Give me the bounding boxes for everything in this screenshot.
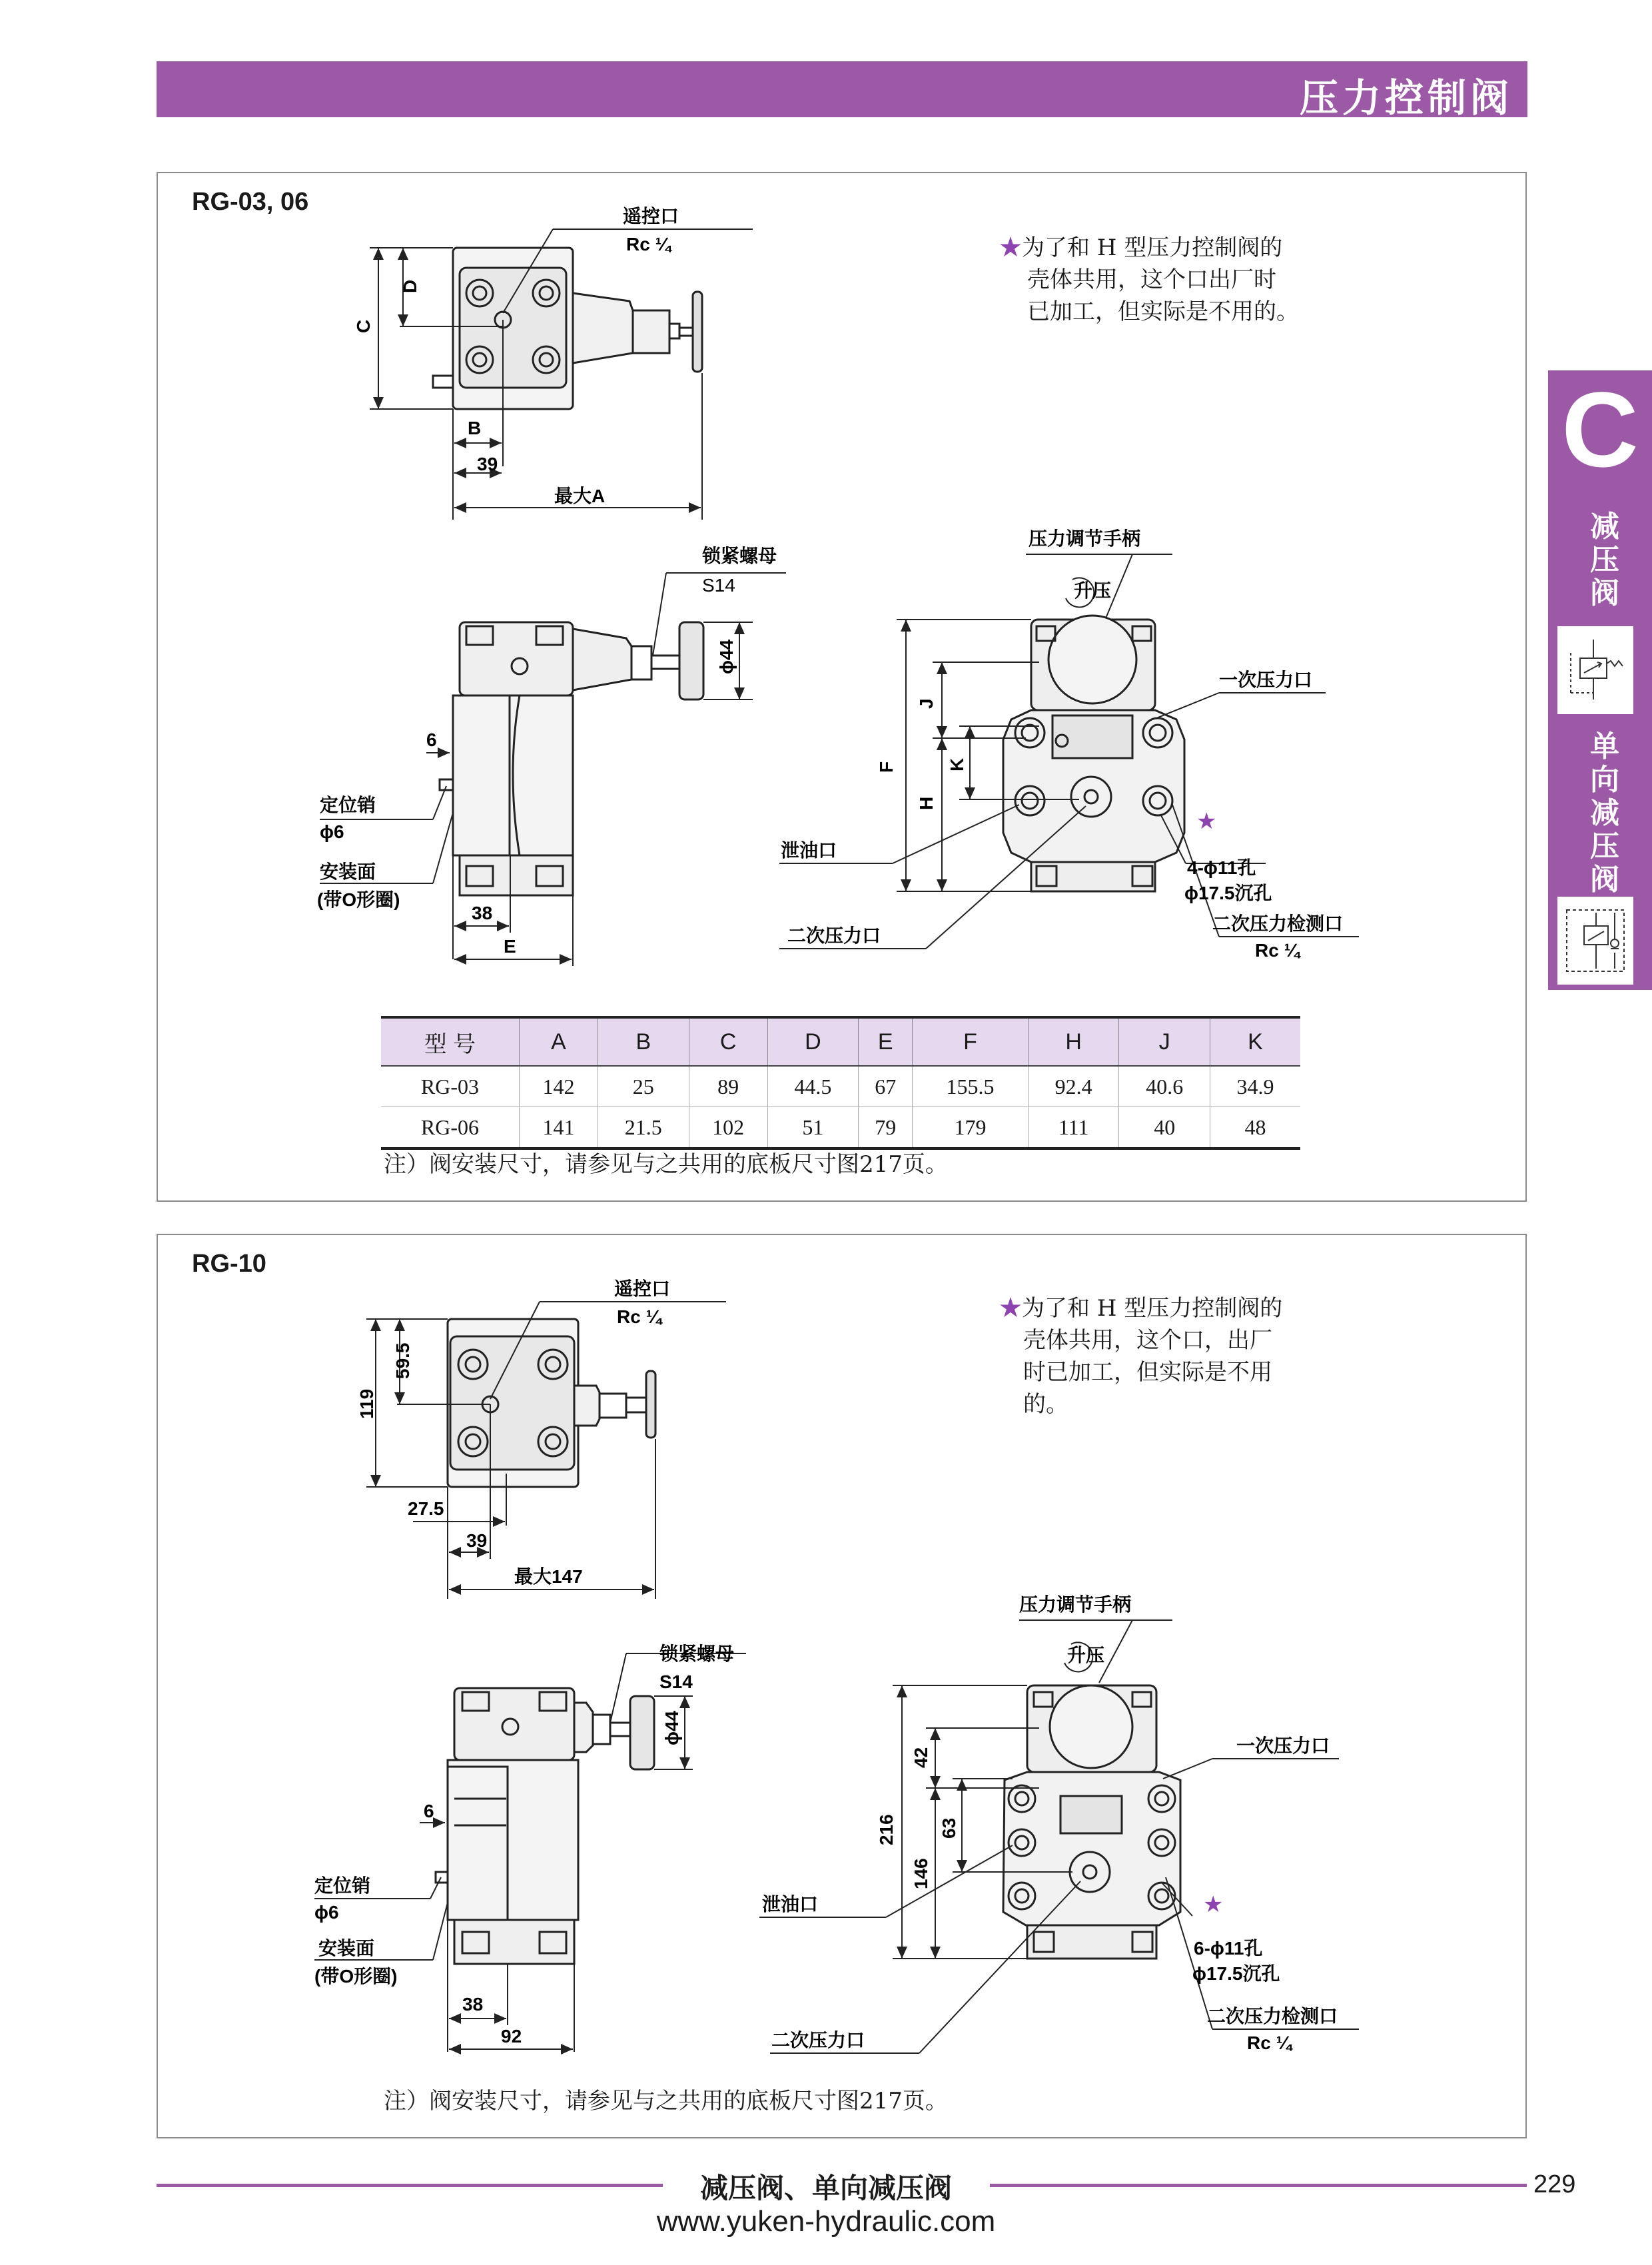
top-view-2	[448, 1319, 655, 1487]
gauge-port-size-2: Rc ¼	[1247, 2033, 1292, 2053]
table-cell: 67	[859, 1066, 913, 1107]
section-letter: C	[1561, 370, 1639, 489]
col-header-a: A	[519, 1017, 598, 1066]
dim-f-label: F	[876, 761, 897, 773]
table-cell: 44.5	[767, 1066, 859, 1107]
gauge-port-label: 二次压力检测口	[1212, 913, 1344, 934]
star-marker: ★	[1196, 809, 1217, 834]
table-cell: 21.5	[598, 1107, 689, 1149]
footer-title: 减压阀、单向减压阀	[699, 2172, 952, 2204]
table-cell: 111	[1028, 1107, 1119, 1149]
dia44-label-2: ϕ44	[661, 1710, 682, 1745]
footer-rule-left	[157, 2184, 663, 2187]
note-line-1: 为了和 H 型压力控制阀的	[1022, 234, 1283, 261]
dim-39-label: 39	[477, 454, 498, 474]
table-cell: 92.4	[1028, 1066, 1119, 1107]
website-url[interactable]: www.yuken-hydraulic.com	[656, 2205, 996, 2238]
model-title-rg-10: RG-10	[192, 1250, 266, 1278]
pressure-up-label: 升压	[1074, 580, 1112, 601]
drain-port-label-2: 泄油口	[762, 1894, 819, 1915]
table-cell: 141	[519, 1107, 598, 1149]
pressure-up-label-2: 升压	[1067, 1645, 1105, 1665]
o-ring-label: (带O形圈)	[317, 889, 400, 910]
table-cell: 51	[767, 1107, 859, 1149]
dim-h-label: H	[916, 796, 937, 810]
note-line-3: 已加工，但实际是不用的。	[1027, 298, 1299, 325]
table-cell: 142	[519, 1066, 598, 1107]
col-header-d: D	[767, 1017, 859, 1066]
primary-port-label: 一次压力口	[1219, 670, 1313, 690]
gauge-port-label-2: 二次压力检测口	[1207, 2006, 1338, 2027]
col-header-j: J	[1119, 1017, 1210, 1066]
dim-b-label: B	[468, 418, 482, 438]
lock-nut-label-2: 锁紧螺母	[659, 1643, 735, 1664]
table-cell: 179	[913, 1107, 1029, 1149]
star-icon: ★	[999, 1295, 1022, 1322]
star-marker-2: ★	[1203, 1892, 1224, 1917]
page-number: 229	[1533, 2170, 1576, 2198]
dim-119-label: 119	[356, 1388, 377, 1419]
lock-nut-size: S14	[702, 575, 735, 596]
table-cell: 40	[1119, 1107, 1210, 1149]
dim-92-label: 92	[501, 2026, 522, 2046]
dim-max-147-label: 最大147	[514, 1566, 583, 1587]
locating-pin-label-2: 定位销	[314, 1875, 371, 1896]
dim-146-label: 146	[911, 1858, 931, 1889]
dim-38-label: 38	[472, 903, 493, 923]
holes-label-2: 6-ϕ11孔	[1194, 1938, 1263, 1959]
table-cell: RG-06	[381, 1107, 519, 1149]
dim-j-label: J	[916, 698, 937, 709]
dim-39-label-2: 39	[466, 1530, 488, 1551]
dim-6-label: 6	[426, 729, 437, 750]
dim-59-5-label: 59.5	[392, 1342, 413, 1379]
page-title: 压力控制阀	[1299, 75, 1513, 121]
footer-rule-right	[990, 2184, 1527, 2187]
remote-port-label-2: 遥控口	[614, 1278, 671, 1299]
mount-face-label-2: 安装面	[318, 1938, 375, 1959]
note-line-2: 壳体共用，这个口出厂时	[1027, 266, 1276, 293]
col-header-e: E	[859, 1017, 913, 1066]
table-cell: 40.6	[1119, 1066, 1210, 1107]
dim-d-label: D	[400, 279, 420, 293]
remote-port-label: 遥控口	[623, 206, 679, 226]
table-cell: 25	[598, 1066, 689, 1107]
table-cell: 34.9	[1210, 1066, 1300, 1107]
primary-port-label-2: 一次压力口	[1236, 1735, 1330, 1756]
holes-label: 4-ϕ11孔	[1187, 857, 1256, 878]
dim-42-label: 42	[911, 1747, 931, 1768]
dim-216-label: 216	[876, 1814, 897, 1845]
col-header-c: C	[689, 1017, 767, 1066]
note-line-2: 壳体共用，这个口，出厂	[1023, 1327, 1272, 1354]
secondary-port-label-2: 二次压力口	[771, 2030, 865, 2050]
lock-nut-size-2: S14	[659, 1671, 693, 1692]
dim-27-5-label: 27.5	[408, 1498, 444, 1519]
table-cell: 79	[859, 1107, 913, 1149]
counterbore-label: ϕ17.5沉孔	[1184, 883, 1272, 903]
mount-face-label: 安装面	[320, 861, 376, 882]
front-view-2	[1003, 1685, 1180, 1959]
col-header-model: 型 号	[381, 1017, 519, 1066]
panel1-footnote: 注）阀安装尺寸，请参见与之共用的底板尺寸图217页。	[384, 1151, 948, 1178]
pin-dia-label: ϕ6	[320, 821, 344, 842]
dim-e-label: E	[504, 936, 516, 957]
note-line-1: 为了和 H 型压力控制阀的	[1022, 1295, 1283, 1322]
model-title-rg-03-06: RG-03, 06	[192, 188, 309, 216]
dim-max-a-label: 最大A	[554, 486, 606, 506]
dim-38-label-2: 38	[462, 1994, 484, 2015]
lock-nut-label: 锁紧螺母	[702, 546, 777, 566]
dim-63-label: 63	[939, 1817, 959, 1839]
remote-port-size: Rc ¼	[626, 234, 671, 254]
col-header-b: B	[598, 1017, 689, 1066]
side-view-2	[436, 1688, 654, 1964]
col-header-h: H	[1028, 1017, 1119, 1066]
secondary-port-label: 二次压力口	[787, 925, 881, 946]
panel2-footnote: 注）阀安装尺寸，请参见与之共用的底板尺寸图217页。	[384, 2088, 948, 2114]
table-cell: 89	[689, 1066, 767, 1107]
table-cell: RG-03	[381, 1066, 519, 1107]
remote-port-size-2: Rc ¼	[617, 1306, 661, 1327]
drain-port-label: 泄油口	[781, 840, 837, 861]
star-icon: ★	[999, 234, 1022, 261]
gauge-port-size: Rc ¼	[1255, 940, 1300, 961]
note-line-3: 时已加工，但实际是不用	[1023, 1359, 1272, 1386]
handle-label: 压力调节手柄	[1029, 528, 1141, 549]
pin-dia-label-2: ϕ6	[314, 1902, 339, 1923]
handle-label-2: 压力调节手柄	[1019, 1594, 1132, 1615]
note-line-4: 的。	[1023, 1391, 1068, 1418]
table-cell: 155.5	[913, 1066, 1029, 1107]
table-cell: 48	[1210, 1107, 1300, 1149]
counterbore-label-2: ϕ17.5沉孔	[1192, 1963, 1280, 1984]
dim-6-label-2: 6	[424, 1801, 434, 1821]
col-header-f: F	[913, 1017, 1029, 1066]
col-header-k: K	[1210, 1017, 1300, 1066]
side-item-check-reducing-valve: 单向减压阀	[1590, 729, 1619, 897]
dim-c-label: C	[353, 319, 374, 333]
dia44-label: ϕ44	[716, 639, 737, 674]
o-ring-label-2: (带O形圈)	[314, 1966, 398, 1987]
table-cell: 102	[689, 1107, 767, 1149]
side-item-reducing-valve: 减压阀	[1590, 510, 1619, 610]
dim-k-label: K	[947, 757, 967, 771]
locating-pin-label: 定位销	[320, 795, 376, 815]
